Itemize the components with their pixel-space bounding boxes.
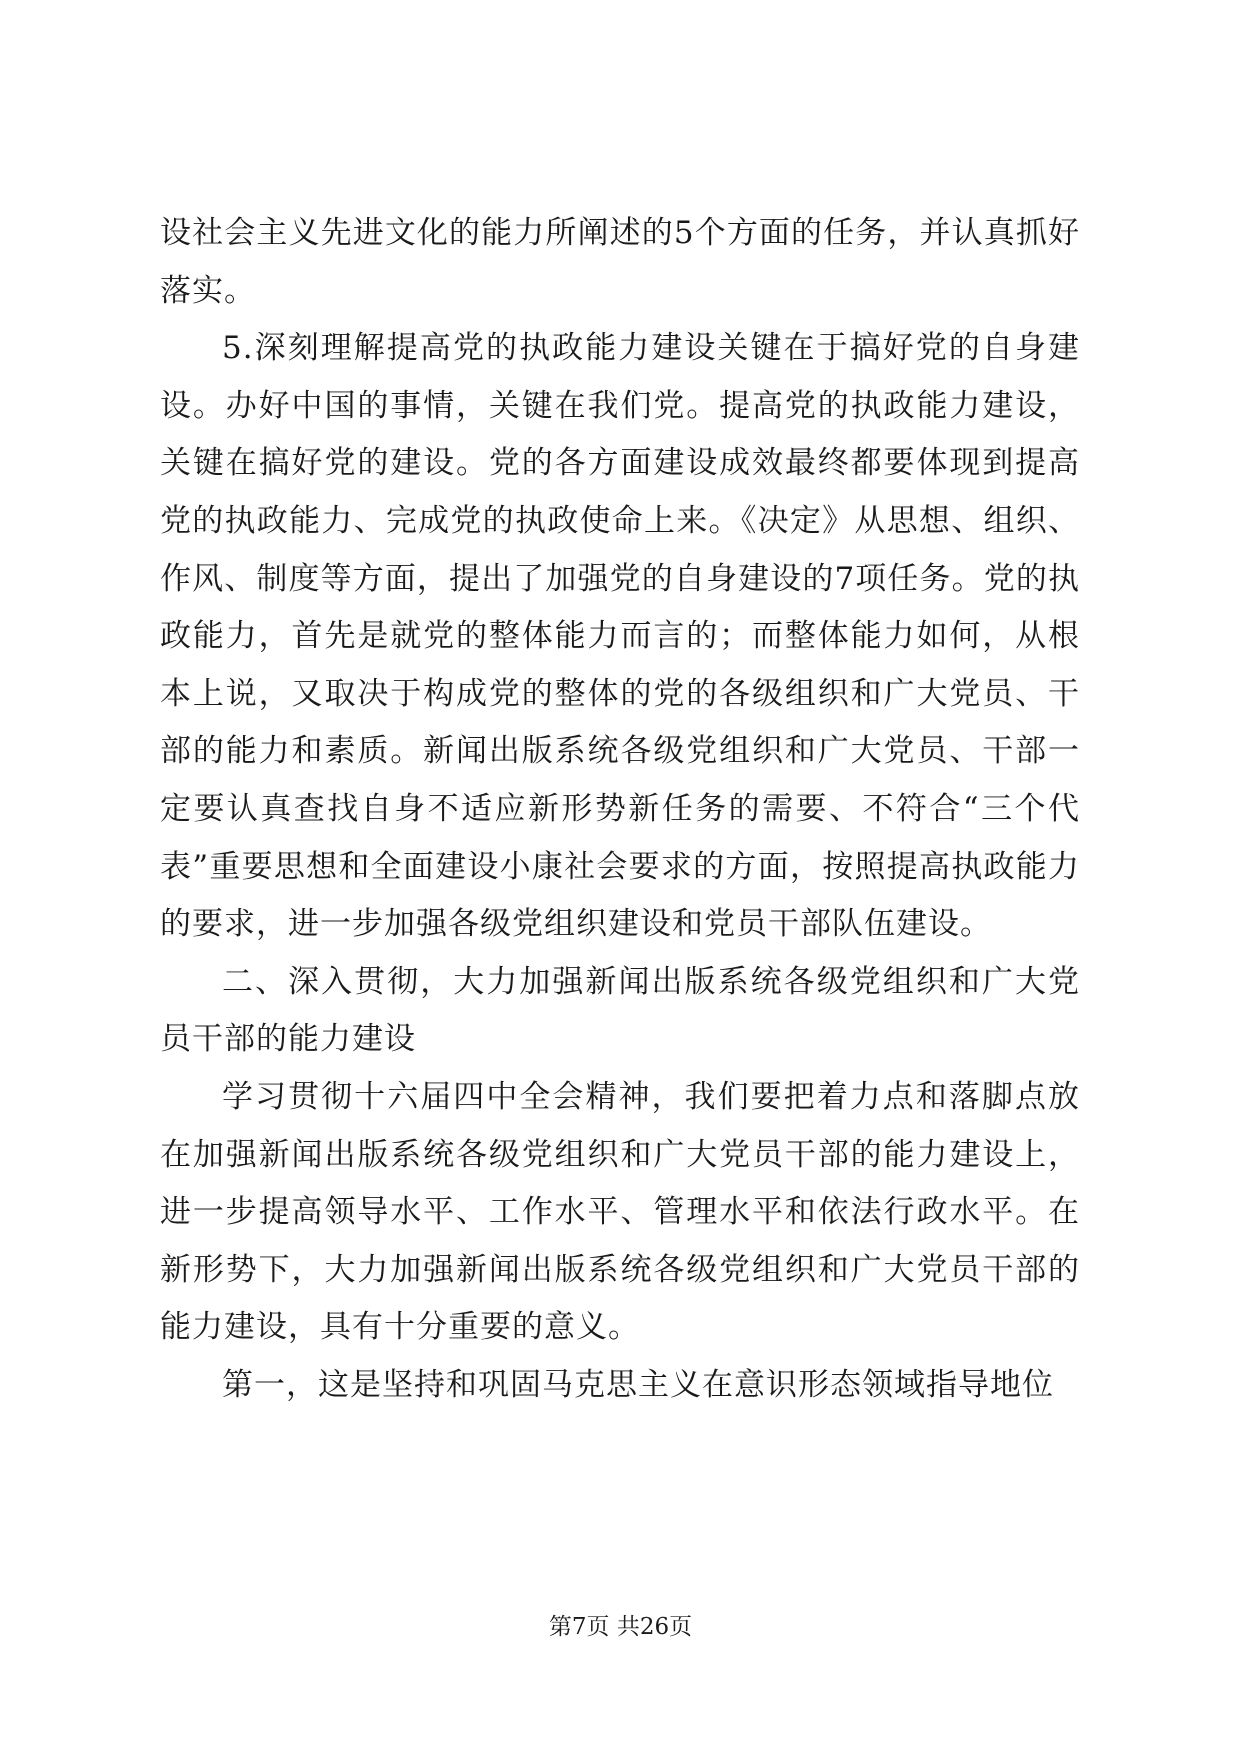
paragraph-4: 第一，这是坚持和巩固马克思主义在意识形态领域指导地位: [222, 1366, 1054, 1403]
paragraph-2: 5.深刻理解提高党的执政能力建设关键在于搞好党的自身建设。办好中国的事情，关键在我们党。提高党的执政能力建设，关键在搞好党的建设。党的各方面建设成效最终都要体现到提高党的执政能力、完成党的执政使命上来。《决定》从思想、组织、作风、制度等方面，提出了加强党的自身建设的7项任务。党的执政能力，首先是就党的整体能力而言的；而整体能力如何，从根本上说，又取决于构成党的整体的党的各级组织和广大党员、干部的能力和素质。新闻出版系统各级党组织和广大党员、干部一定要认真查找自身不适应新形势新任务的需要、不符合“三个代表”重要思想和全面建设小康社会要求的方面，按照提高执政能力的要求，进一步加强各级党组织建设和党员干部队伍建设。: [160, 330, 1080, 943]
paragraph-1: 设社会主义先进文化的能力所阐述的5个方面的任务，并认真抓好落实。: [160, 215, 1080, 309]
page-number-footer: 第7页 共26页: [548, 1614, 693, 1640]
section-heading: 二、深入贯彻，大力加强新闻出版系统各级党组织和广大党员干部的能力建设: [160, 963, 1080, 1058]
paragraph-3: 学习贯彻十六届四中全会精神，我们要把着力点和落脚点放在加强新闻出版系统各级党组织和广大党员干部的能力建设上，进一步提高领导水平、工作水平、管理水平和依法行政水平。在新形势下，大力加强新闻出版系统各级党组织和广大党员干部的能力建设，具有十分重要的意义。: [160, 1078, 1080, 1346]
document-body: [160, 205, 1080, 1414]
